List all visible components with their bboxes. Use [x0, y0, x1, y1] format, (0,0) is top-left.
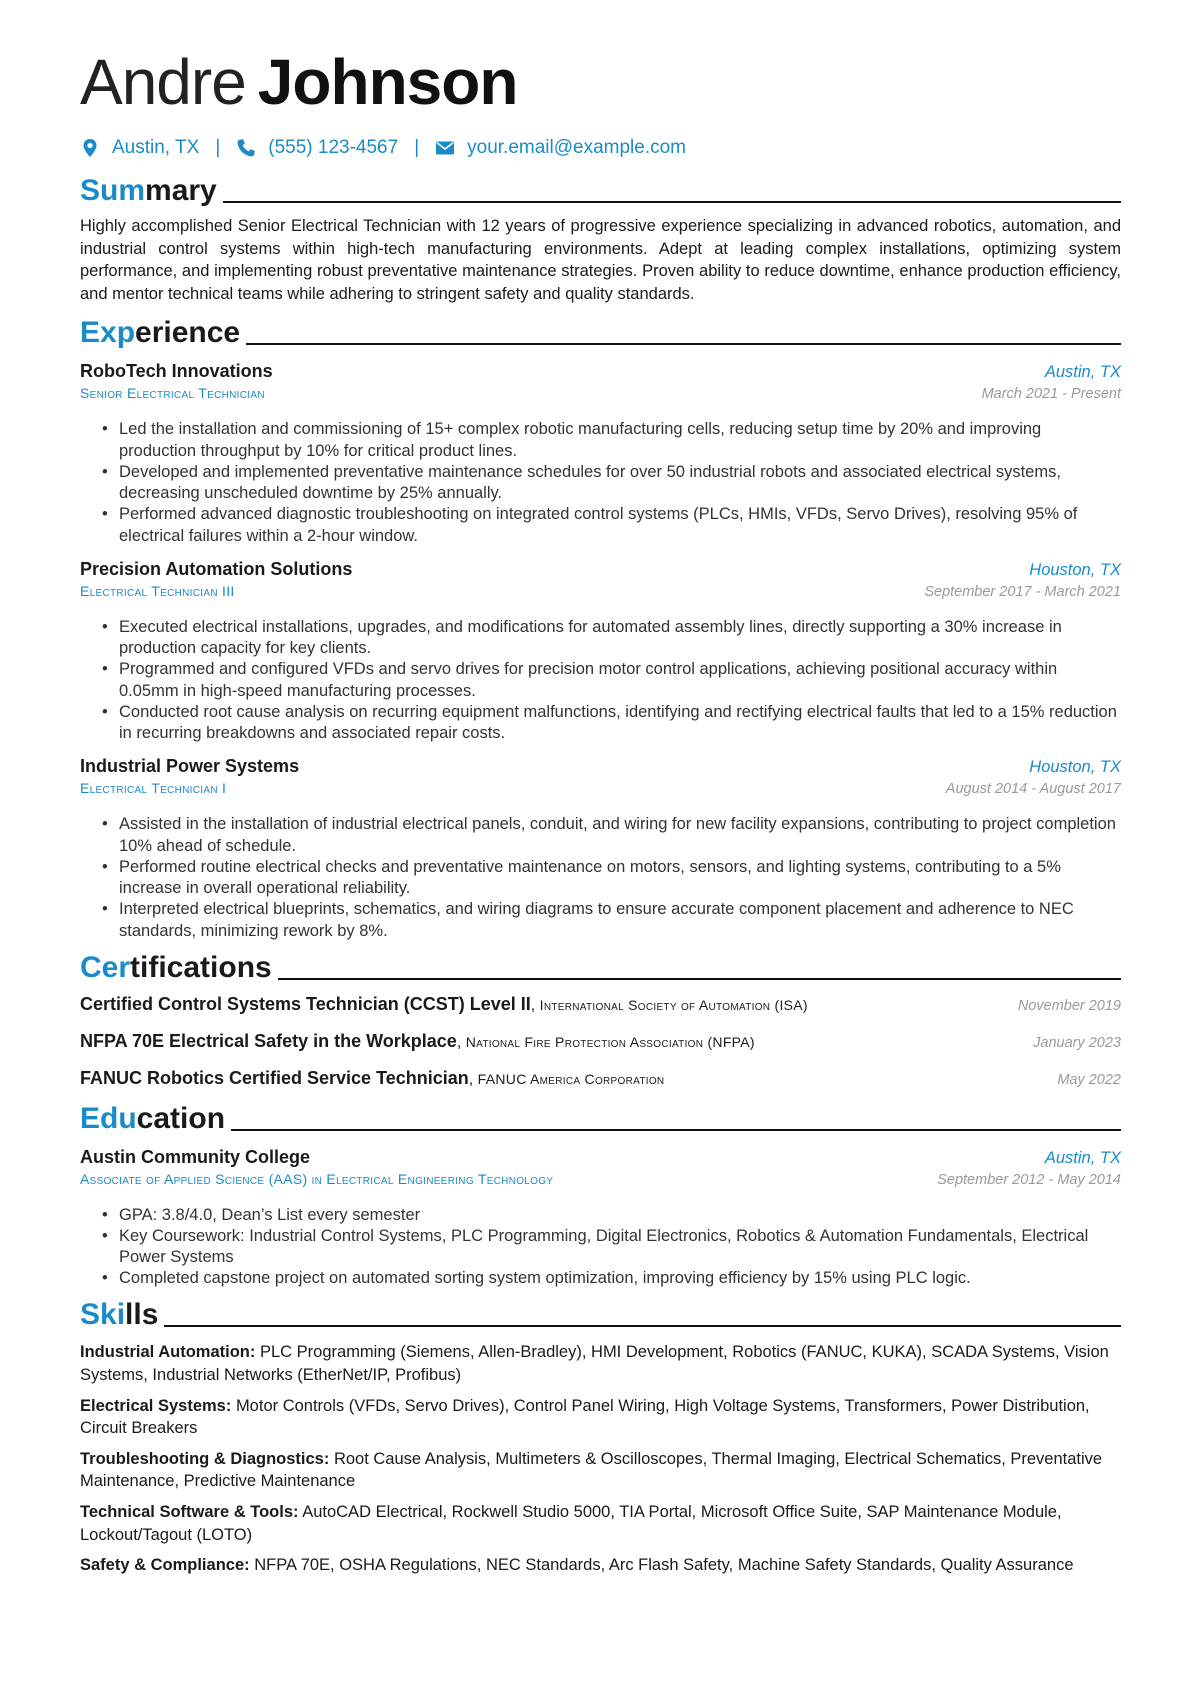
summary-heading — [80, 171, 1121, 209]
job-location: Austin, TX — [1044, 363, 1121, 382]
skill-text: Motor Controls (VFDs, Servo Drives), Control Panel Wiring, High Voltage Systems, Transformers, Power Distribution, Circuit Breakers — [80, 1396, 1090, 1438]
envelope-icon — [435, 138, 455, 158]
job-title: Electrical Technician III — [80, 582, 235, 599]
contact-location — [80, 137, 199, 159]
list-item: • Developed and implemented preventative maintenance schedules for over 50 industrial robots and associated electrical systems, decreasing unscheduled downtime by 25% annually. — [102, 462, 1121, 505]
phone-icon — [236, 138, 256, 158]
school-name: Austin Community College — [80, 1146, 311, 1167]
company-name: RoboTech Innovations — [80, 361, 273, 382]
first-name: Andre — [80, 46, 246, 118]
certification-item: FANUC Robotics Certified Service Technician, FANUC America Corporation May 2022 — [80, 1067, 1121, 1088]
section-rule — [164, 1325, 1121, 1327]
contact-phone[interactable] — [236, 137, 398, 159]
job-entry — [80, 559, 1121, 745]
contact-separator: | — [215, 137, 221, 158]
certification-date: May 2022 — [1057, 1071, 1121, 1088]
certification-date: November 2019 — [1017, 997, 1121, 1014]
certifications-heading — [80, 948, 1121, 986]
section-rule — [231, 1129, 1121, 1131]
location-text: Austin, TX — [112, 137, 200, 158]
section-rule — [278, 978, 1121, 980]
education-bullets — [80, 1205, 1121, 1290]
skill-group — [80, 1554, 1121, 1577]
summary-text: Highly accomplished Senior Electrical Technician with 12 years of progressive experience specializing in advanced robotics, automation, and industrial control systems within high-tech manufacturing environments. Adept at leading complex installations, optimizing system performance, and implementing robust preventative maintenance strategies. Proven ability to reduce downtime, enhance production efficiency, and mentor technical teams while adhering to stringent safety and quality standards. — [80, 217, 1121, 303]
skill-label: Industrial Automation: — [80, 1343, 256, 1362]
skill-text: Root Cause Analysis, Multimeters & Oscilloscopes, Thermal Imaging, Electrical Schematics, Preventative Maintenance, Predictive Maintenance — [80, 1449, 1103, 1491]
list-item: • Executed electrical installations, upgrades, and modifications for automated assembly lines, directly supporting a 30% increase in production capacity for key clients. — [102, 617, 1121, 660]
skill-label: Technical Software & Tools: — [80, 1502, 299, 1521]
certification-name: NFPA 70E Electrical Safety in the Workplace — [80, 1030, 457, 1051]
skill-label: Safety & Compliance: — [80, 1556, 250, 1575]
list-item: • Completed capstone project on automated sorting system optimization, improving efficiency by 15% using PLC logic. — [102, 1268, 1121, 1290]
section-title: Education — [80, 1101, 226, 1135]
job-entry — [80, 361, 1121, 547]
job-entry — [80, 756, 1121, 942]
certification-item: Certified Control Systems Technician (CCST) Level II, International Society of Automation (ISA) November 2019 — [80, 993, 1121, 1014]
certification-issuer: FANUC America Corporation — [477, 1070, 665, 1087]
skill-group — [80, 1395, 1121, 1440]
section-title: Summary — [80, 174, 217, 207]
skill-text: AutoCAD Electrical, Rockwell Studio 5000, TIA Portal, Microsoft Office Suite, SAP Maintenance Module, Lockout/Tagout (LOTO) — [80, 1502, 1062, 1544]
skill-group — [80, 1501, 1121, 1546]
section-rule — [246, 343, 1121, 345]
email-link[interactable]: your.email@example.com — [467, 137, 686, 158]
candidate-name — [80, 44, 1121, 120]
job-dates: September 2017 - March 2021 — [924, 583, 1121, 600]
resume-page — [80, 44, 1121, 1577]
section-title: Experience — [80, 316, 241, 350]
contact-bar — [80, 133, 1121, 163]
experience-heading — [80, 313, 1121, 351]
certification-date: January 2023 — [1033, 1034, 1121, 1051]
job-bullets — [80, 814, 1121, 942]
skill-label: Troubleshooting & Diagnostics: — [80, 1449, 330, 1468]
list-item: • Key Coursework: Industrial Control Systems, PLC Programming, Digital Electronics, Robotics & Automation Fundamentals, Electrical Power Systems — [102, 1226, 1121, 1269]
certification-name: FANUC Robotics Certified Service Technician — [80, 1067, 469, 1088]
job-bullets — [80, 617, 1121, 745]
job-location: Houston, TX — [1029, 758, 1121, 777]
phone-text[interactable]: (555) 123-4567 — [268, 137, 399, 158]
job-title: Electrical Technician I — [80, 780, 227, 797]
education-heading — [80, 1099, 1121, 1137]
list-item: • Conducted root cause analysis on recurring equipment malfunctions, identifying and rectifying electrical faults that led to a 15% reduction in recurring breakdowns and associated repair costs. — [102, 702, 1121, 745]
skills-heading — [80, 1295, 1121, 1333]
degree: Associate of Applied Science (AAS) in Electrical Engineering Technology — [80, 1170, 554, 1187]
list-item: • Performed routine electrical checks and preventative maintenance on motors, sensors, and lighting systems, contributing to a 5% increase in overall operational reliability. — [102, 857, 1121, 900]
skill-group — [80, 1341, 1121, 1386]
job-location: Houston, TX — [1029, 560, 1121, 579]
last-name: Johnson — [257, 46, 518, 118]
section-title: Certifications — [80, 950, 272, 984]
certification-issuer: International Society of Automation (ISA) — [539, 996, 808, 1013]
list-item: • Interpreted electrical blueprints, schematics, and wiring diagrams to ensure accurate component placement and adherence to NEC standards, minimizing rework by 8%. — [102, 899, 1121, 942]
section-rule — [223, 201, 1121, 203]
job-dates: August 2014 - August 2017 — [945, 781, 1121, 798]
list-item: • Programmed and configured VFDs and servo drives for precision motor control applications, achieving positional accuracy within 0.05mm in high-speed manufacturing processes. — [102, 659, 1121, 702]
contact-separator: | — [414, 137, 420, 158]
map-pin-icon — [80, 138, 100, 158]
job-bullets — [80, 419, 1121, 547]
job-dates: March 2021 - Present — [981, 386, 1121, 403]
section-title: Skills — [80, 1298, 159, 1332]
certification-issuer: National Fire Protection Association (NFPA) — [465, 1033, 755, 1050]
company-name: Industrial Power Systems — [80, 756, 300, 777]
certification-name: Certified Control Systems Technician (CCST) Level II — [80, 993, 531, 1014]
skill-group — [80, 1448, 1121, 1493]
list-item: • Led the installation and commissioning of 15+ complex robotic manufacturing cells, reducing setup time by 20% and improving production throughput by 10% for critical product lines. — [102, 419, 1121, 462]
education-dates: September 2012 - May 2014 — [937, 1171, 1121, 1188]
education-entry — [80, 1147, 1121, 1290]
job-title: Senior Electrical Technician — [80, 385, 265, 402]
certification-item: NFPA 70E Electrical Safety in the Workplace, National Fire Protection Association (NFPA) January 2023 — [80, 1030, 1121, 1051]
skill-text: PLC Programming (Siemens, Allen-Bradley), HMI Development, Robotics (FANUC, KUKA), SCADA Systems, Vision Systems, Industrial Networks (EtherNet/IP, Profibus) — [80, 1343, 1109, 1384]
school-location: Austin, TX — [1044, 1148, 1121, 1167]
list-item: • Performed advanced diagnostic troubleshooting on integrated control systems (PLCs, HMIs, VFDs, Servo Drives), resolving 95% of electrical failures within a 2-hour window. — [102, 504, 1121, 547]
company-name: Precision Automation Solutions — [80, 558, 353, 579]
skill-label: Electrical Systems: — [80, 1396, 232, 1415]
skill-text: NFPA 70E, OSHA Regulations, NEC Standards, Arc Flash Safety, Machine Safety Standards, Quality Assurance — [254, 1556, 1074, 1575]
list-item: • Assisted in the installation of industrial electrical panels, conduit, and wiring for new facility expansions, contributing to project completion 10% ahead of schedule. — [102, 814, 1121, 857]
list-item: • GPA: 3.8/4.0, Dean’s List every semester — [102, 1205, 1121, 1227]
contact-email[interactable] — [435, 137, 686, 159]
